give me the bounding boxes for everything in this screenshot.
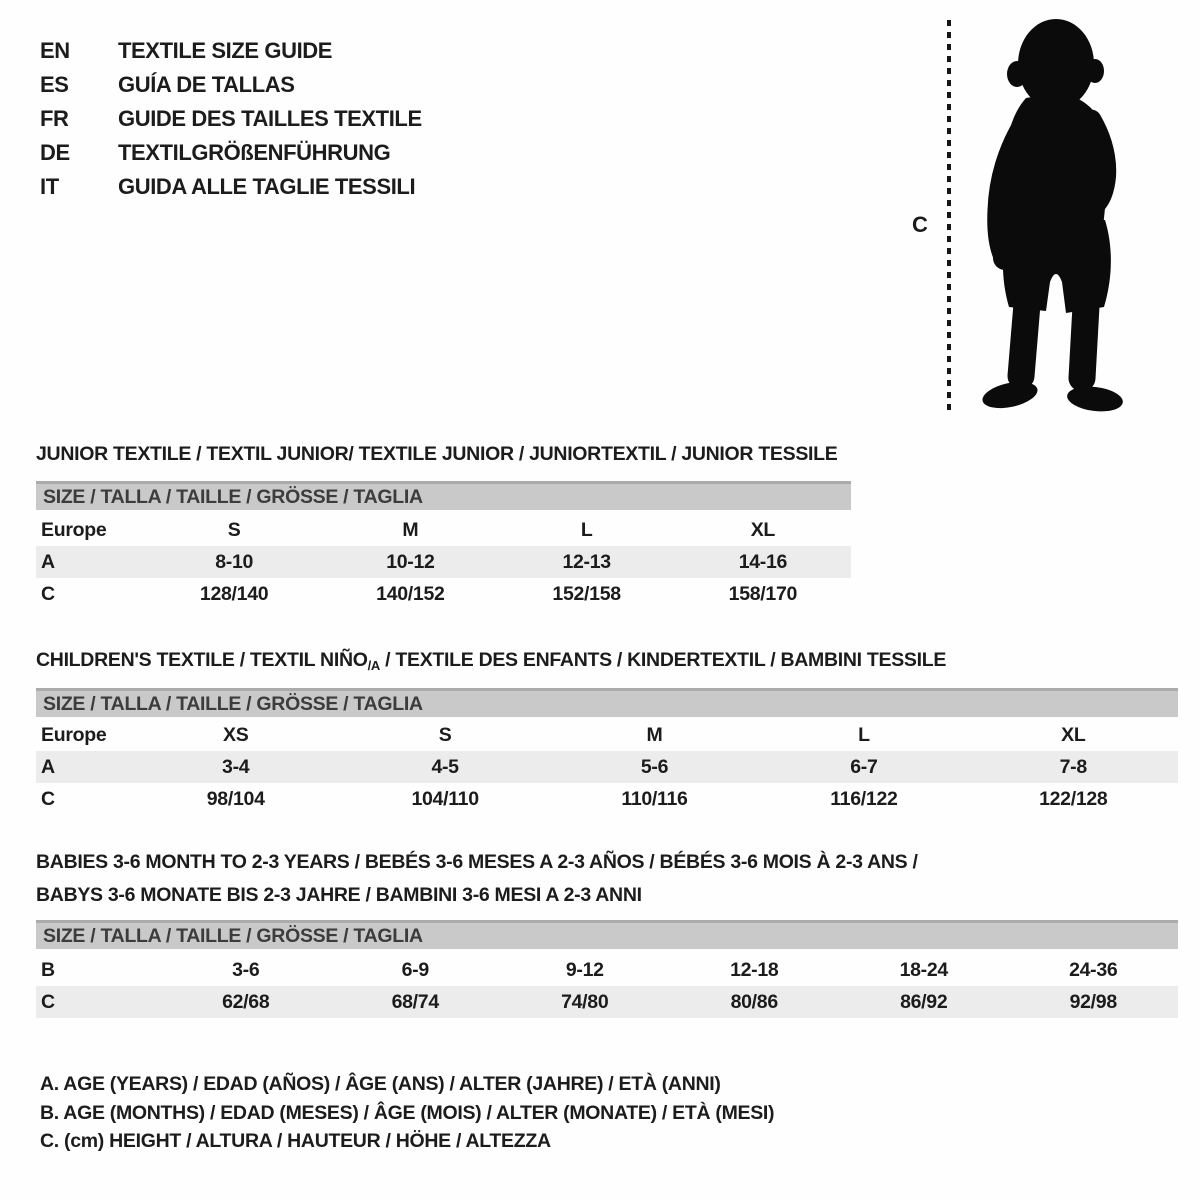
table-cell: 128/140 bbox=[199, 582, 269, 605]
legend-line-a: A. AGE (YEARS) / EDAD (AÑOS) / ÂGE (ANS) / ALTER (JAHRE) / ETÀ (ANNI) bbox=[40, 1073, 721, 1095]
junior-size-table bbox=[36, 514, 851, 610]
language-code: EN bbox=[40, 38, 70, 63]
size-header-bar: SIZE / TALLA / TAILLE / GRÖSSE / TAGLIA bbox=[36, 481, 851, 510]
language-row bbox=[40, 102, 422, 136]
legend-line-b: B. AGE (MONTHS) / EDAD (MESES) / ÂGE (MOIS) / ALTER (MONATE) / ETÀ (MESI) bbox=[40, 1101, 775, 1124]
table-cell: 80/86 bbox=[730, 990, 778, 1013]
height-measure-dashed-line bbox=[947, 20, 951, 416]
legend-line-c: C. (cm) HEIGHT / ALTURA / HAUTEUR / HÖHE / ALTEZZA bbox=[40, 1130, 551, 1152]
table-cell: 116/122 bbox=[830, 787, 898, 810]
row-label: C bbox=[41, 582, 55, 605]
language-row bbox=[40, 136, 422, 170]
size-header-bar: SIZE / TALLA / TAILLE / GRÖSSE / TAGLIA bbox=[36, 688, 1178, 717]
table-cell: 9-12 bbox=[565, 958, 604, 981]
table-cell: 122/128 bbox=[1039, 787, 1108, 810]
table-cell: S bbox=[438, 723, 452, 746]
language-row bbox=[40, 170, 422, 204]
children-size-table bbox=[36, 719, 1178, 815]
table-cell: 18-24 bbox=[899, 958, 948, 981]
table-cell: 3-4 bbox=[222, 755, 250, 778]
table-cell: L bbox=[580, 518, 593, 541]
table-cell: 6-9 bbox=[401, 958, 429, 981]
language-row bbox=[40, 34, 422, 68]
toddler-silhouette-image bbox=[960, 14, 1146, 422]
table-cell: XS bbox=[222, 723, 249, 746]
title-text: JUNIOR TEXTILE / TEXTIL JUNIOR/ TEXTILE JUNIOR / JUNIORTEXTIL / JUNIOR TESSILE bbox=[36, 443, 838, 465]
row-label: Europe bbox=[41, 723, 107, 746]
table-cell: S bbox=[227, 518, 241, 541]
babies-size-table bbox=[36, 954, 1178, 1018]
junior-textile-section bbox=[36, 438, 851, 605]
table-cell: 8-10 bbox=[215, 550, 254, 573]
table-cell: 5-6 bbox=[640, 755, 669, 778]
table-row-c bbox=[36, 578, 851, 610]
section-title-line bbox=[36, 879, 1178, 912]
table-cell: 140/152 bbox=[376, 582, 445, 605]
table-row-c bbox=[36, 783, 1178, 815]
table-row-c bbox=[36, 986, 1178, 1018]
table-cell: 86/92 bbox=[900, 990, 948, 1013]
row-label: A bbox=[41, 755, 55, 778]
row-label: A bbox=[41, 550, 55, 573]
section-title-line bbox=[36, 846, 1178, 879]
table-row-b bbox=[36, 954, 1178, 986]
table-cell: 98/104 bbox=[206, 787, 265, 810]
table-cell: 68/74 bbox=[391, 990, 439, 1013]
row-label: C bbox=[41, 990, 55, 1013]
row-label: B bbox=[41, 958, 55, 981]
table-row-europe bbox=[36, 514, 851, 546]
table-cell: 6-7 bbox=[850, 755, 878, 778]
table-cell: 104/110 bbox=[411, 787, 479, 810]
table-cell: M bbox=[402, 518, 419, 541]
table-row-a bbox=[36, 546, 851, 578]
height-measure-label: C bbox=[912, 212, 928, 237]
title-text: CHILDREN'S TEXTILE / TEXTIL NIÑO bbox=[36, 649, 368, 671]
table-cell: 24-36 bbox=[1069, 958, 1118, 981]
table-cell: 4-5 bbox=[431, 755, 459, 778]
table-cell: 110/116 bbox=[621, 787, 688, 810]
table-cell: 3-6 bbox=[232, 958, 260, 981]
language-code: FR bbox=[40, 106, 69, 131]
table-row-europe bbox=[36, 719, 1178, 751]
title-subscript: /A bbox=[367, 658, 381, 673]
table-cell: 74/80 bbox=[561, 990, 609, 1013]
table-cell: 152/158 bbox=[552, 582, 621, 605]
children-section-title bbox=[36, 644, 1178, 682]
language-label: GUIDA ALLE TAGLIE TESSILI bbox=[118, 174, 416, 199]
section-title-line bbox=[36, 644, 1178, 682]
title-text: BABYS 3-6 MONATE BIS 2-3 JAHRE / BAMBINI 3-6 MESI A 2-3 ANNI bbox=[36, 884, 642, 906]
measurement-legend bbox=[40, 1070, 774, 1156]
language-code: DE bbox=[40, 140, 70, 165]
language-list bbox=[40, 34, 422, 204]
language-label: GUÍA DE TALLAS bbox=[118, 72, 295, 97]
junior-section-title bbox=[36, 438, 851, 471]
table-cell: 7-8 bbox=[1059, 755, 1087, 778]
table-cell: L bbox=[858, 723, 870, 746]
table-cell: XL bbox=[1061, 723, 1086, 746]
title-text: BABIES 3-6 MONTH TO 2-3 YEARS / BEBÉS 3-6 MESES A 2-3 AÑOS / BÉBÉS 3-6 MOIS À 2-3 ANS / bbox=[36, 851, 918, 873]
table-row-a bbox=[36, 751, 1178, 783]
language-code: IT bbox=[40, 174, 59, 199]
table-cell: 12-13 bbox=[562, 550, 611, 573]
table-cell: 12-18 bbox=[730, 958, 779, 981]
language-label: TEXTILE SIZE GUIDE bbox=[118, 38, 333, 63]
size-header-bar: SIZE / TALLA / TAILLE / GRÖSSE / TAGLIA bbox=[36, 920, 1178, 949]
row-label: C bbox=[41, 787, 55, 810]
section-title-line bbox=[36, 438, 851, 471]
children-textile-section bbox=[36, 644, 1178, 810]
language-row bbox=[40, 68, 422, 102]
table-cell: 62/68 bbox=[222, 990, 270, 1013]
table-cell: 14-16 bbox=[738, 550, 788, 573]
table-cell: 92/98 bbox=[1069, 990, 1117, 1013]
row-label: Europe bbox=[41, 518, 107, 541]
title-text: / TEXTILE DES ENFANTS / KINDERTEXTIL / BAMBINI TESSILE bbox=[380, 649, 947, 671]
babies-section-title bbox=[36, 846, 1178, 912]
table-cell: M bbox=[646, 723, 663, 746]
language-label: GUIDE DES TAILLES TEXTILE bbox=[118, 106, 422, 131]
table-cell: XL bbox=[750, 518, 776, 541]
table-cell: 158/170 bbox=[728, 582, 798, 605]
babies-textile-section bbox=[36, 846, 1178, 1013]
language-label: TEXTILGRÖßENFÜHRUNG bbox=[118, 140, 391, 165]
language-code: ES bbox=[40, 72, 69, 97]
table-cell: 10-12 bbox=[386, 550, 435, 573]
